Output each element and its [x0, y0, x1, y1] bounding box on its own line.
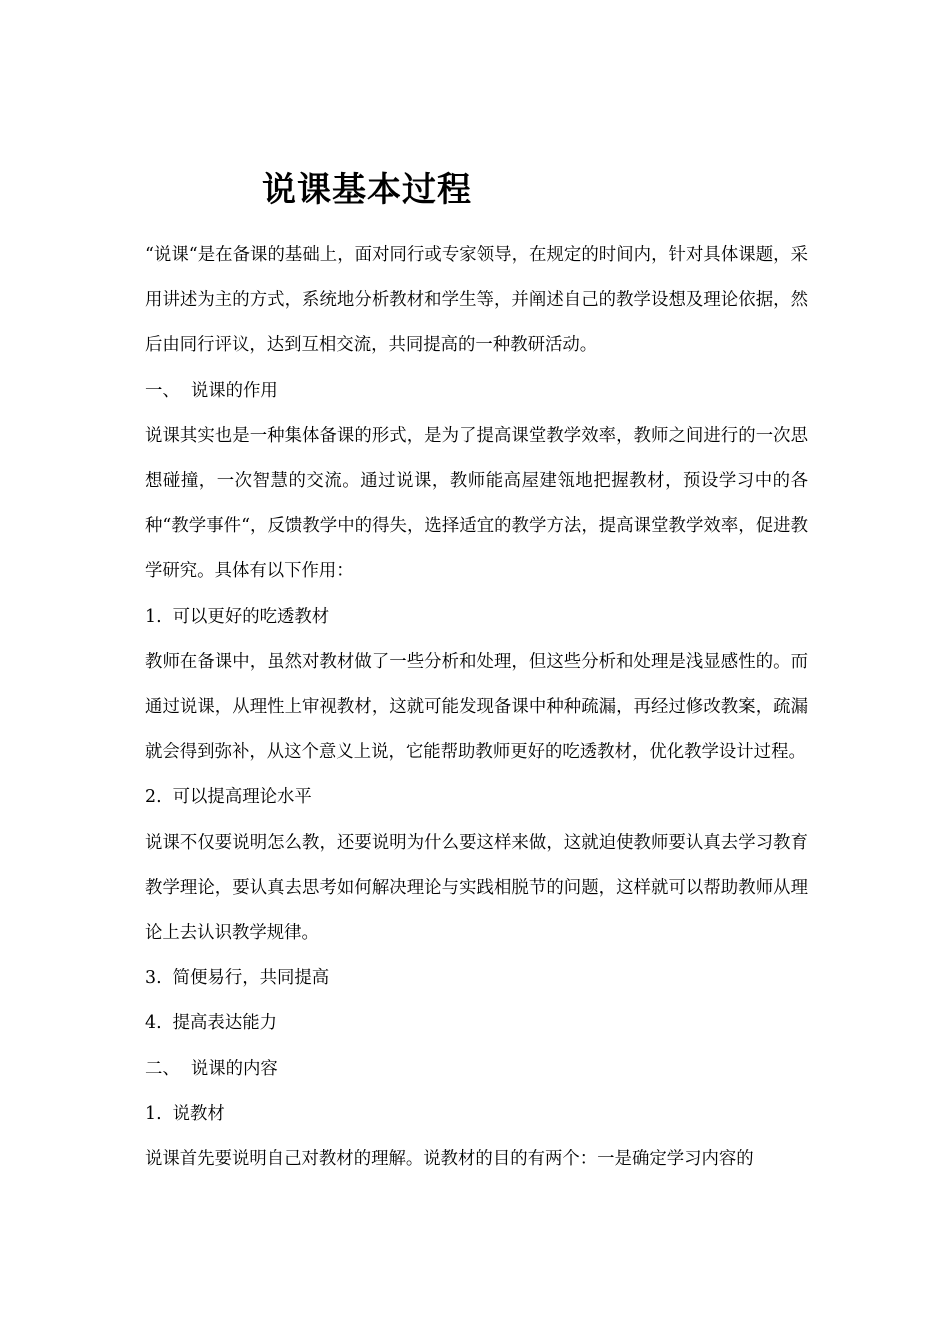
subheading-simple-practical: 3. 简便易行，共同提高: [145, 968, 330, 989]
subheading-talk-material: 1. 说教材: [145, 1103, 225, 1124]
understand-material-paragraph: 教师在备课中，虽然对教材做了一些分析和处理，但这些分析和处理是浅显感性的。而通过说课，从理性上审视教材，这就可能发现备课中种种疏漏，再经过修改教案，疏漏就会得到弥补，从这个意义上说，它能帮助教师更好的吃透教材，优化教学设计过程。: [145, 651, 808, 763]
page-title: 说课基本过程: [262, 170, 472, 210]
subheading-understand-material: 1. 可以更好的吃透教材: [145, 606, 330, 627]
document-body: [145, 233, 808, 1182]
section-heading-content: 二、 说课的内容: [145, 1058, 278, 1079]
theory-level-paragraph: 说课不仅要说明怎么教，还要说明为什么要这样来做，这就迫使教师要认真去学习教育教学理论，要认真去思考如何解决理论与实践相脱节的问题，这样就可以帮助教师从理论上去认识教学规律。: [145, 832, 808, 944]
talk-material-paragraph: 说课首先要说明自己对教材的理解。说教材的目的有两个：一是确定学习内容的: [145, 1149, 754, 1170]
role-paragraph: 说课其实也是一种集体备课的形式，是为了提高课堂教学效率，教师之间进行的一次思想碰撞，一次智慧的交流。通过说课，教师能高屋建瓴地把握教材，预设学习中的各种“教学事件“，反馈教学中的得失，选择适宜的教学方法，提高课堂教学效率，促进教学研究。具体有以下作用：: [145, 425, 808, 582]
section-heading-role: 一、 说课的作用: [145, 380, 278, 401]
intro-paragraph: “说课“是在备课的基础上，面对同行或专家领导，在规定的时间内，针对具体课题，采用讲述为主的方式，系统地分析教材和学生等，并阐述自己的教学设想及理论依据，然后由同行评议，达到互相交流，共同提高的一种教研活动。: [145, 245, 808, 356]
subheading-theory-level: 2. 可以提高理论水平: [145, 787, 312, 808]
subheading-expression: 4. 提高表达能力: [145, 1013, 277, 1034]
